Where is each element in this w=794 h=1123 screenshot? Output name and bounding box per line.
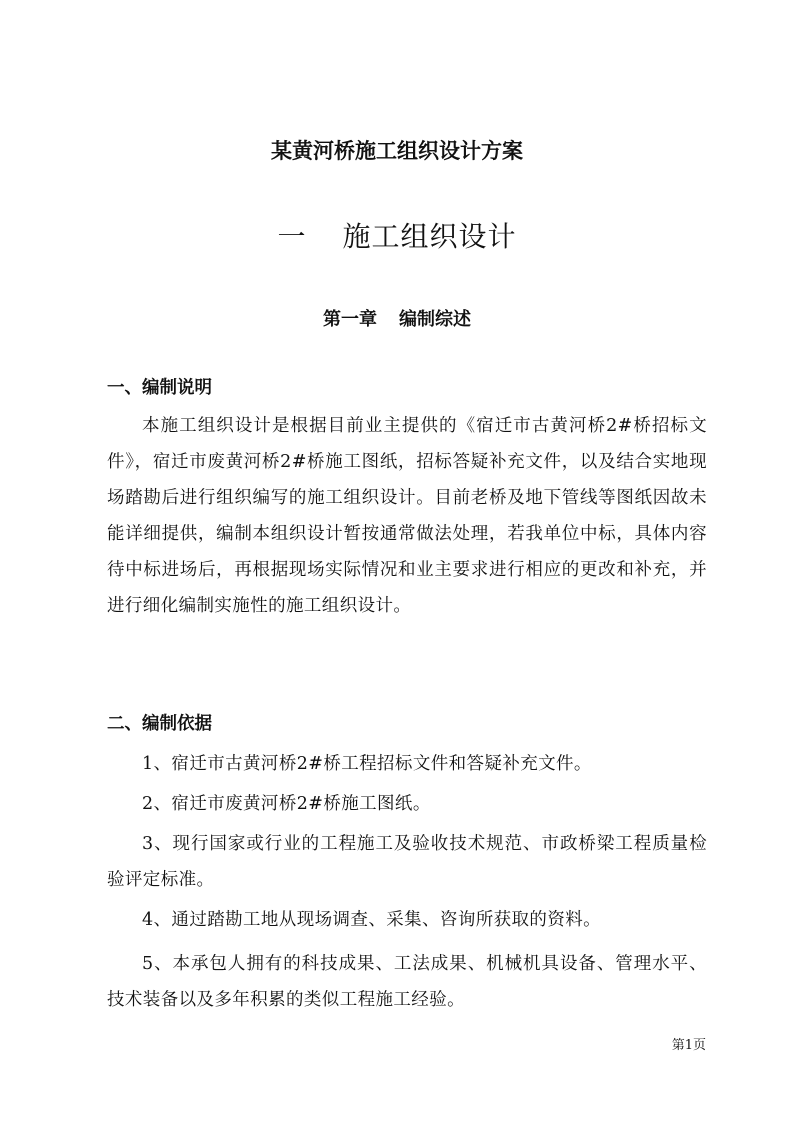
chapter-title [0, 307, 794, 333]
part-title [0, 218, 794, 256]
section-heading-compilation-basis: 二、编制依据 [107, 714, 212, 734]
basis-item-3: 3、现行国家或行业的工程施工及验收技术规范、市政桥梁工程质量检验评定标准。 [107, 834, 707, 890]
basis-item-5: 5、本承包人拥有的科技成果、工法成果、机械机具设备、管理水平、技术装备以及多年积累的类似工程施工经验。 [107, 954, 707, 1010]
chapter-number: 第一章 [323, 309, 377, 330]
part-number: 一 [277, 220, 307, 253]
page-number: 第1页 [671, 1038, 706, 1053]
basis-item-1: 1、宿迁市古黄河桥2#桥工程招标文件和答疑补充文件。 [142, 754, 592, 774]
part-title-text: 施工组织设计 [342, 220, 517, 253]
section-heading-compilation-notes: 一、编制说明 [107, 378, 212, 398]
compilation-notes-paragraph: 本施工组织设计是根据目前业主提供的《宿迁市古黄河桥2#桥招标文件》，宿迁市废黄河桥2#桥施工图纸，招标答疑补充文件，以及结合实地现场踏勘后进行组织编写的施工组织设计。目前老桥及地下管线等图纸因故未能详细提供，编制本组织设计暂按通常做法处理，若我单位中标，具体内容待中标进场后，再根据现场实际情况和业主要求进行相应的更改和补充，并进行细化编制实施性的施工组织设计。 [107, 416, 707, 616]
basis-item-2: 2、宿迁市废黄河桥2#桥施工图纸。 [142, 794, 431, 814]
document-title: 某黄河桥施工组织设计方案 [271, 138, 523, 163]
chapter-title-text: 编制综述 [399, 309, 471, 330]
basis-item-4: 4、通过踏勘工地从现场调查、采集、咨询所获取的资料。 [142, 910, 602, 930]
